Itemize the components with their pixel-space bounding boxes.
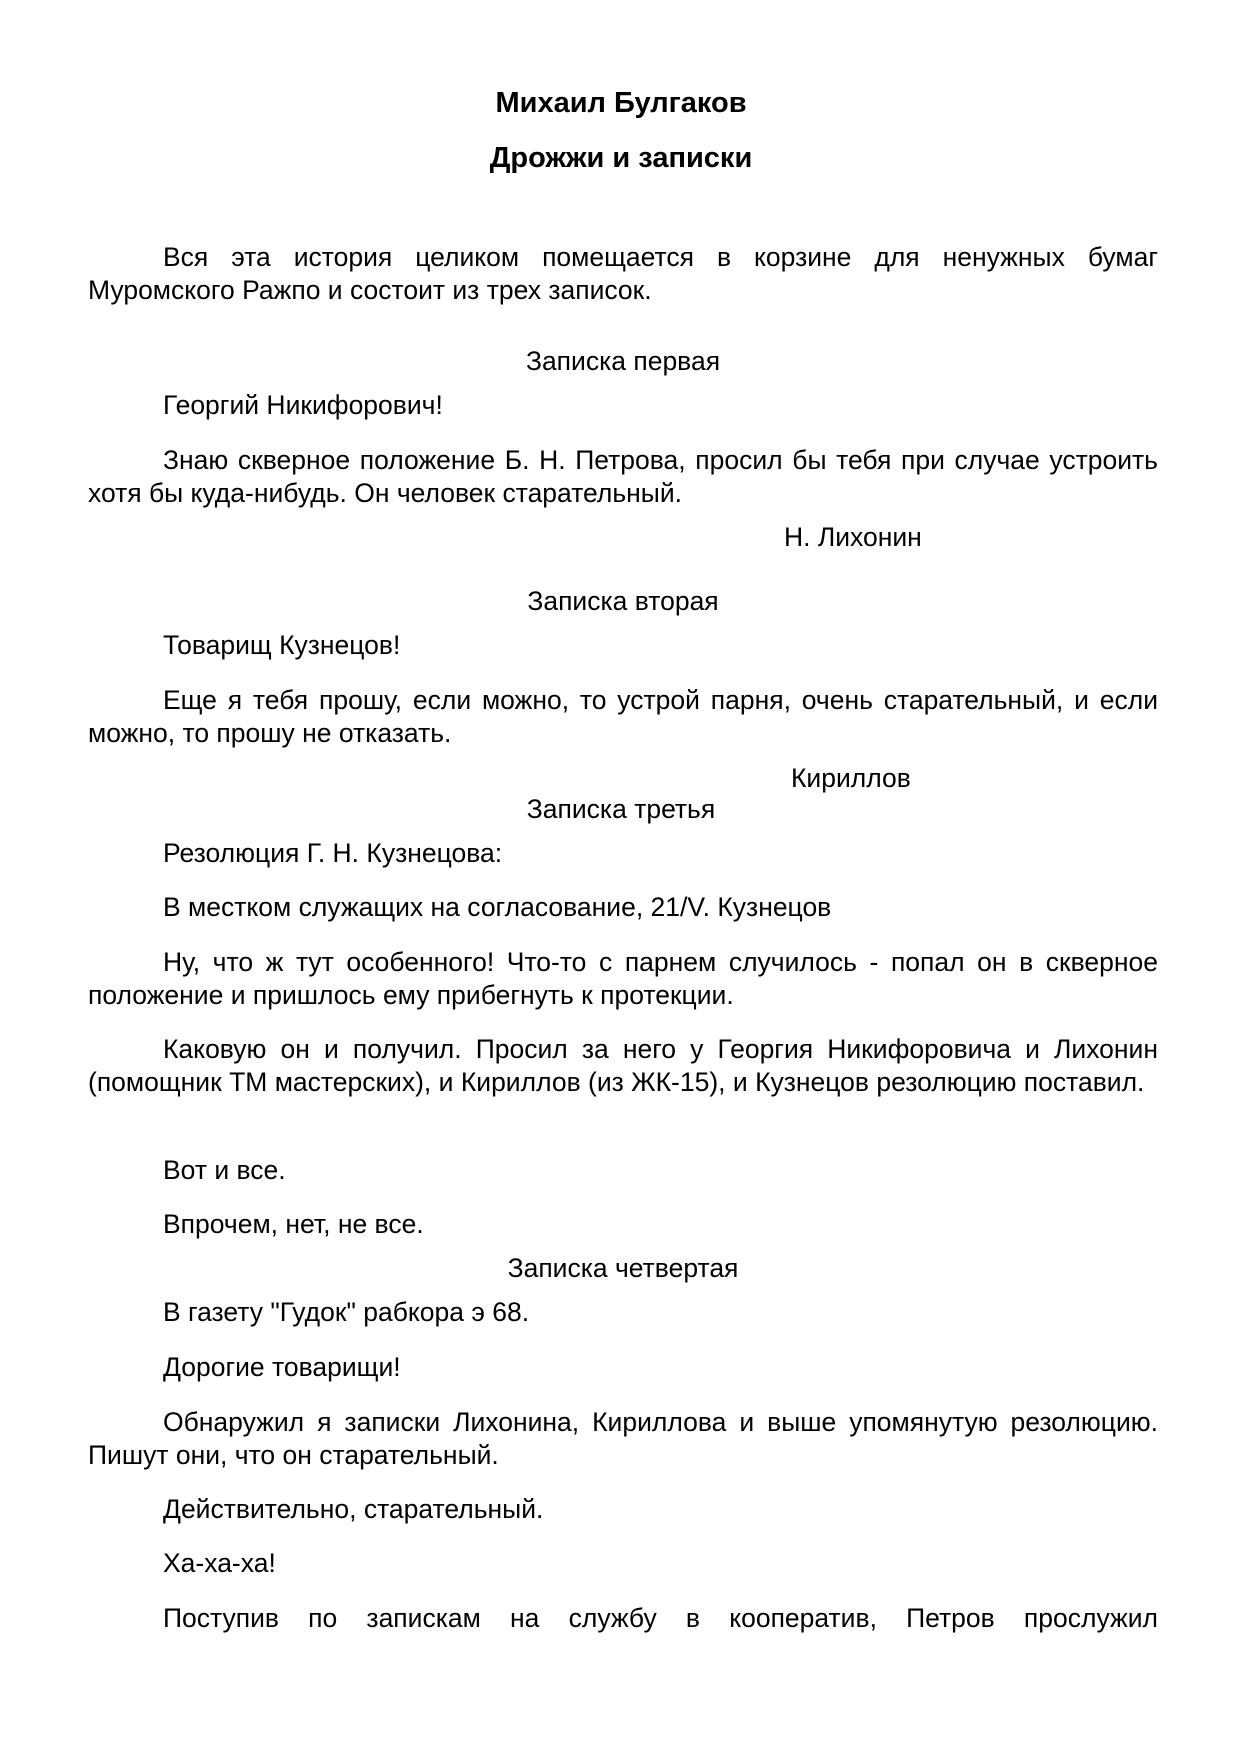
note2-heading: Записка вторая — [527, 586, 719, 616]
note4-address: В газету "Гудок" рабкора э 68. — [163, 1297, 530, 1327]
note1-signature: Н. Лихонин — [784, 522, 922, 552]
story-title: Дрожжи и записки — [489, 142, 753, 174]
note4-body: Обнаружил я записки Лихонина, Кириллова и выше упомянутую резолюцию. Пишут они, что он старательный. — [88, 1407, 1158, 1470]
note2-body: Еще я тебя прошу, если можно, то устрой парня, очень старательный, и если можно, то прошу не отказать. — [88, 685, 1158, 748]
note1-heading: Записка первая — [525, 346, 721, 376]
note4-laugh: Ха-ха-ха! — [163, 1548, 276, 1578]
note3-resolution-label: Резолюция Г. Н. Кузнецова: — [163, 838, 503, 868]
note1-salutation: Георгий Никифорович! — [163, 390, 443, 420]
note4-last-line: Поступив по запискам на службу в кооператив, Петров прослужил — [163, 1603, 1158, 1633]
intro-paragraph: Вся эта история целиком помещается в корзине для ненужных бумаг Муромского Ражпо и состоит из трех записок. — [88, 242, 1158, 305]
note3-resolution-text: В местком служащих на согласование, 21/V. Кузнецов — [163, 892, 832, 922]
narration-paragraph-3: Вот и все. — [163, 1155, 286, 1185]
note2-signature: Кириллов — [791, 763, 911, 793]
note4-heading: Записка четвертая — [507, 1253, 739, 1283]
author-name: Михаил Булгаков — [495, 87, 747, 119]
note2-salutation: Товарищ Кузнецов! — [163, 630, 401, 660]
note4-salutation: Дорогие товарищи! — [163, 1352, 401, 1382]
note3-heading: Записка третья — [526, 794, 716, 824]
narration-paragraph-1: Ну, что ж тут особенного! Что-то с парнем случилось - попал он в скверное положение и пришлось ему прибегнуть к протекции. — [88, 947, 1158, 1010]
narration-paragraph-2: Каковую он и получил. Просил за него у Георгия Никифоровича и Лихонин (помощник ТМ мастерских), и Кириллов (из ЖК-15), и Кузнецов резолюцию поставил. — [88, 1034, 1158, 1097]
note1-body: Знаю скверное положение Б. Н. Петрова, просил бы тебя при случае устроить хотя бы куда-нибудь. Он человек старательный. — [88, 445, 1158, 508]
note4-line-actually: Действительно, старательный. — [163, 1494, 544, 1524]
narration-paragraph-4: Впрочем, нет, не все. — [163, 1209, 424, 1239]
